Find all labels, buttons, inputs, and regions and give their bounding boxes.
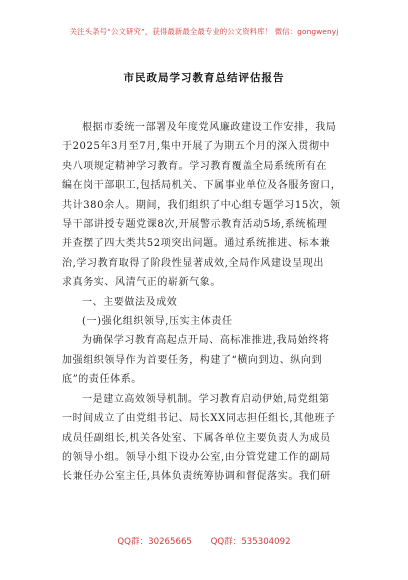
- footer-contact: [0, 535, 408, 547]
- top-banner: 关注头条号“公文研究”，获得最新最全最专业的公文资料库！ 微信：gongwenyj: [69, 27, 339, 36]
- body-line: 导干部讲授专题党课8次,开展警示教育活动5场,系统梳理: [62, 219, 328, 231]
- body-line: 一是建立高效领导机制。学习教育启动伊始,局党组第: [82, 393, 330, 405]
- footer-qq-group-2: QQ群：535304092: [210, 537, 291, 547]
- body-line: 底”的责任体系。: [62, 374, 142, 386]
- body-line: 求真务实、风清气正的崭新气象。: [62, 277, 221, 289]
- body-line: 长兼任办公室主任,具体负责统筹协调和督促落实。我们研: [62, 471, 331, 483]
- body-line: 一时间成立了由党组书记、局长XX同志担任组长,其他班子: [62, 413, 336, 425]
- body-line: 治,学习教育取得了阶段性显著成效,全局作风建设呈现出: [62, 257, 324, 269]
- body-line: 成员任副组长,机关各处室、下属各单位主要负责人为成员: [62, 432, 331, 444]
- document-body: [62, 118, 352, 487]
- subsection-heading: (一)强化组织领导,压实主体责任: [82, 316, 233, 328]
- footer-qq-group-1: QQ群：30265665: [117, 537, 192, 547]
- body-line: 根据市委统一部署及年度党风廉政建设工作安排，我局: [82, 122, 337, 133]
- body-line: 并查摆了四大类共52项突出问题。通过系统推进、标本兼: [62, 238, 331, 250]
- section-heading: 一、主要做法及成效: [82, 296, 178, 308]
- document-title: 市民政局学习教育总结评估报告: [123, 72, 285, 84]
- body-line: 于2025年3月至7月,集中开展了为期五个月的深入贯彻中: [62, 141, 331, 153]
- body-line: 的领导小组。领导小组下设办公室,由分管党建工作的副局: [62, 451, 331, 463]
- body-line: 共计380余人。期间，我们组织了中心组专题学习15次，领: [62, 199, 341, 211]
- body-line: 编在岗干部职工,包括局机关、下属事业单位及各服务窗口，: [62, 180, 342, 192]
- body-line: 加强组织领导作为首要任务，构建了“横向到边、纵向到: [62, 354, 323, 366]
- body-line: 央八项规定精神学习教育。学习教育覆盖全局系统所有在: [62, 160, 327, 172]
- body-line: 为确保学习教育高起点开局、高标准推进,我局始终将: [82, 335, 330, 347]
